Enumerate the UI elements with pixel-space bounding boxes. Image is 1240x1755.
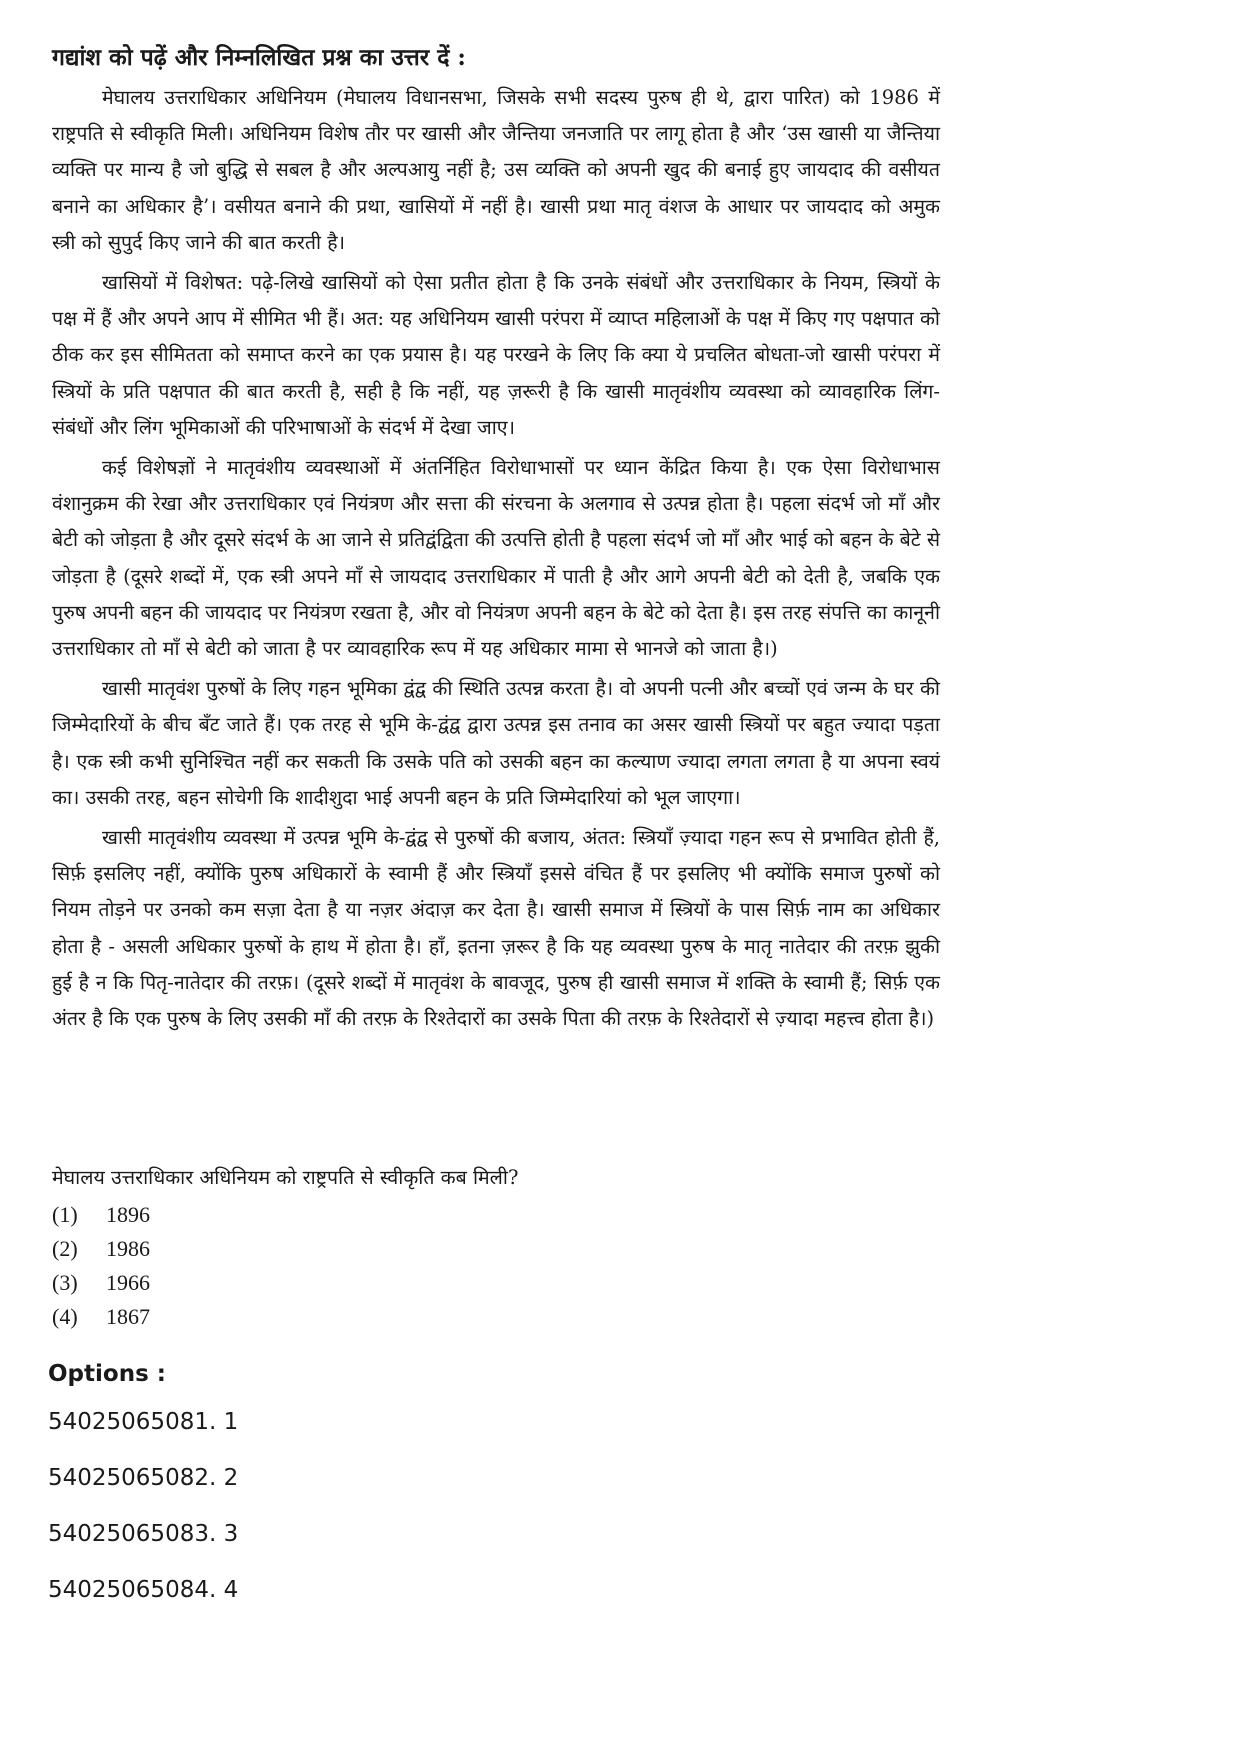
option-id-item: 54025065083. 3 [48,1521,239,1547]
passage-paragraph: खासी मातृवंशीय व्यवस्था में उत्पन्न भूमि के-द्वंद्व से पुरुषों की बजाय, अंतत: स्त्रियाँ ज़्यादा गहन रूप से प्रभावित होती हैं, सिर्फ़ इसलिए नहीं, क्योंकि पुरुष अधिकारों के स्वामी हैं और स्त्रियाँ इससे वंचित हैं पर इसलिए भी क्योंकि समाज पुरुषों को नियम तोड़ने पर उनको कम सज़ा देता है या नज़र अंदाज़ कर देता है। खासी समाज में स्त्रियों के पास सिर्फ़ नाम का अधिकार होता है - असली अधिकार पुरुषों के हाथ में होता है। हाँ, इतना ज़रूर है कि यह व्यवस्था पुरुष के मातृ नातेदार की तरफ़ झुकी हुई है न कि पितृ-नातेदार की तरफ़। (दूसरे शब्दों में मातृवंश के बावजूद, पुरुष ही खासी समाज में शक्ति के स्वामी हैं; सिर्फ़ एक अंतर है कि एक पुरुष के लिए उसकी माँ की तरफ़ के रिश्तेदारों का उसके पिता की तरफ़ के रिश्तेदारों से ज़्यादा महत्त्व होता है।) [52,826,940,1031]
answer-choice [52,1198,150,1232]
passage-paragraph: खासियों में विशेषत: पढ़े-लिखे खासियों को ऐसा प्रतीत होता है कि उनके संबंधों और उत्तराधिकार के नियम, स्त्रियों के पक्ष में हैं और अपने आप में सीमित भी हैं। अत: यह अधिनियम खासी परंपरा में व्याप्त महिलाओं के पक्ष में किए गए पक्षपात को ठीक कर इस सीमितता को समाप्त करने का एक प्रयास है। यह परखने के लिए कि क्या ये प्रचलित बोधता-जो खासी परंपरा में स्त्रियों के प्रति पक्षपात की बात करती है, सही है कि नहीं, यह ज़रूरी है कि खासी मातृवंशीय व्यवस्था को व्यावहारिक लिंग-संबंधों और लिंग भूमिकाओं की परिभाषाओं के संदर्भ में देखा जाए। [52,271,940,439]
passage-text [52,80,940,1041]
option-id-item: 54025065084. 4 [48,1577,239,1603]
choice-number: (1) [52,1202,78,1227]
passage-paragraph: खासी मातृवंश पुरुषों के लिए गहन भूमिका द्वंद्व की स्थिति उत्पन्न करता है। वो अपनी पत्नी और बच्चों एवं जन्म के घर की जिम्मेदारियों के बीच बँट जाते हैं। एक तरह से भूमि के-द्वंद्व द्वारा उत्पन्न इस तनाव का असर खासी स्त्रियों पर बहुत ज्यादा पड़ता है। एक स्त्री कभी सुनिश्चित नहीं कर सकती कि उसके पति को उसकी बहन का कल्याण ज्यादा लगता लगता है या अपना स्वयं का। उसकी तरह, बहन सोचेगी कि शादीशुदा भाई अपनी बहन के प्रति जिम्मेदारियां को भूल जाएगा। [52,677,940,809]
choice-text: 1986 [106,1236,150,1261]
option-id-list [48,1406,238,1630]
option-id-item: 54025065082. 2 [48,1465,239,1491]
choice-text: 1896 [106,1202,150,1227]
options-heading: Options : [48,1361,166,1387]
answer-choice [52,1232,150,1266]
choice-text: 1867 [106,1304,150,1329]
choice-number: (3) [52,1270,78,1295]
answer-choice [52,1300,150,1334]
choice-number: (4) [52,1304,78,1329]
passage-paragraph: मेघालय उत्तराधिकार अधिनियम (मेघालय विधानसभा, जिसके सभी सदस्य पुरुष ही थे, द्वारा पारित) को 1986 में राष्ट्रपति से स्वीकृति मिली। अधिनियम विशेष तौर पर खासी और जैन्तिया जनजाति पर लागू होता है और ‘उस खासी या जैन्तिया व्यक्ति पर मान्य है जो बुद्धि से सबल है और अल्पआयु नहीं है; उस व्यक्ति को अपनी खुद की बनाई हुए जायदाद की वसीयत बनाने का अधिकार है’। वसीयत बनाने की प्रथा, खासियों में नहीं है। खासी प्रथा मातृ वंशज के आधार पर जायदाद को अमुक स्त्री को सुपुर्द किए जाने की बात करती है। [52,86,940,254]
passage-paragraph: कई विशेषज्ञों ने मातृवंशीय व्यवस्थाओं में अंतर्निहित विरोधाभासों पर ध्यान केंद्रित किया है। एक ऐसा विरोधाभास वंशानुक्रम की रेखा और उत्तराधिकार एवं नियंत्रण और सत्ता की संरचना के अलगाव से उत्पन्न होता है। पहला संदर्भ जो माँ और बेटी को जोड़ता है और दूसरे संदर्भ के आ जाने से प्रतिद्वंद्विता की उत्पत्ति होती है पहला संदर्भ जो माँ और भाई को बहन के बेटे से जोड़ता है (दूसरे शब्दों में, एक स्त्री अपने माँ से जायदाद उत्तराधिकार में पाती है और आगे अपनी बेटी को देती है, जबकि एक पुरुष अपनी बहन की जायदाद पर नियंत्रण रखता है, और वो नियंत्रण अपनी बहन के बेटे को देता है। इस तरह संपत्ति का कानूनी उत्तराधिकार तो माँ से बेटी को जाता है पर व्यावहारिक रूप में यह अधिकार मामा से भानजे को जाता है।) [52,456,940,661]
question-text: मेघालय उत्तराधिकार अधिनियम को राष्ट्रपति से स्वीकृति कब मिली? [52,1166,519,1189]
passage-instruction: गद्यांश को पढ़ें और निम्नलिखित प्रश्न का उत्तर दें : [52,44,466,71]
option-id-item: 54025065081. 1 [48,1409,239,1435]
answer-choices [52,1198,150,1334]
choice-text: 1966 [106,1270,150,1295]
choice-number: (2) [52,1236,78,1261]
answer-choice [52,1266,150,1300]
